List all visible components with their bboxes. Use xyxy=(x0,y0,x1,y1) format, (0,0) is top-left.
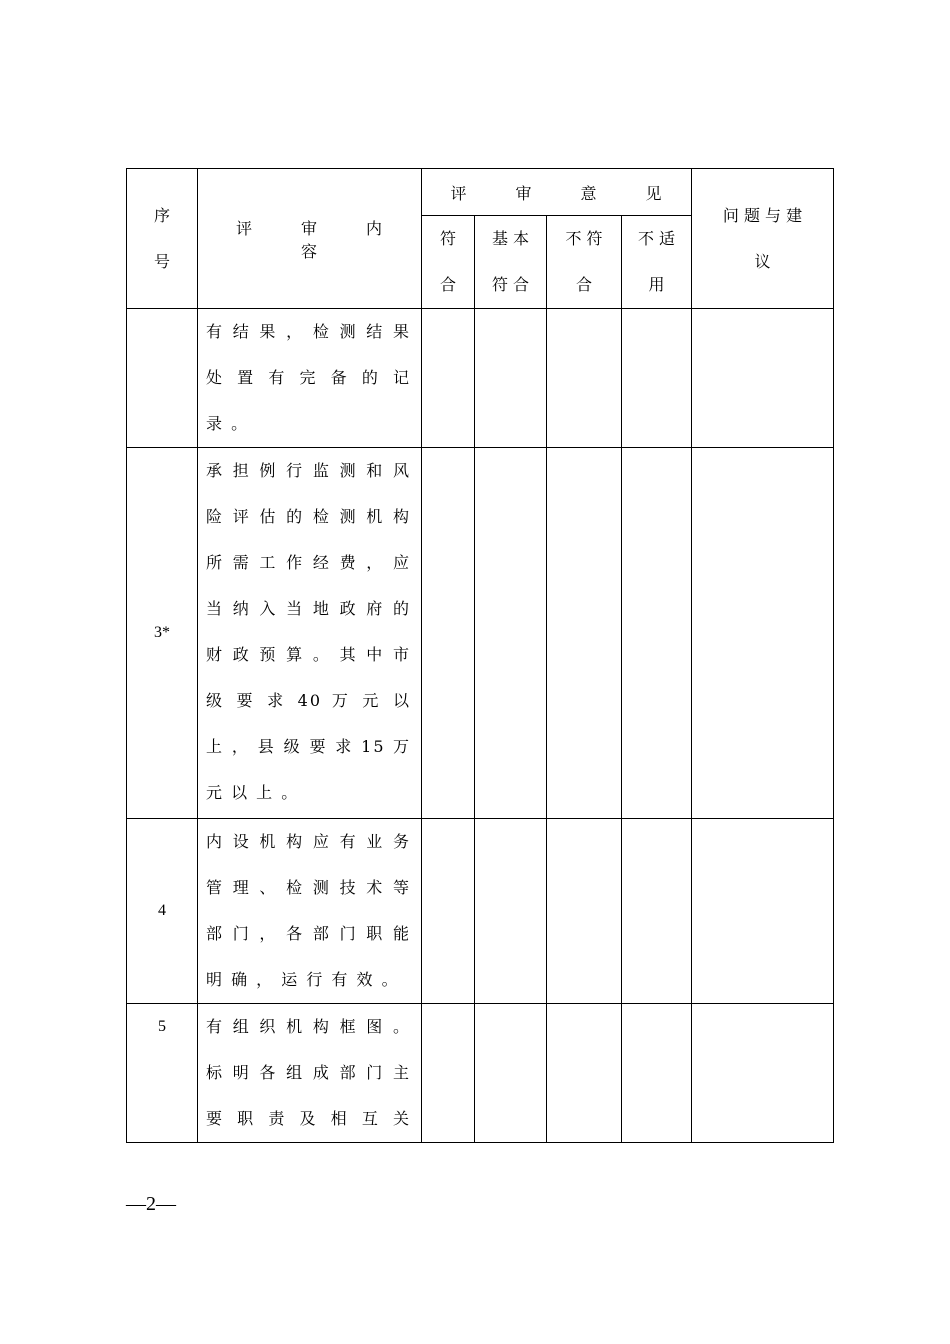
header-col-line: 合 xyxy=(575,275,592,294)
content-line: 有 组 织 机 构 框 图 。 xyxy=(206,1017,411,1036)
cell-basic-conform[interactable] xyxy=(475,819,547,1004)
header-opinion-nonconform xyxy=(547,216,622,309)
content-line: 部 门 ， 各 部 门 职 能 xyxy=(206,924,411,943)
header-issues-line1: 问 题 与 建 xyxy=(722,205,803,225)
cell-basic-conform[interactable] xyxy=(475,448,547,819)
content-line: 录 。 xyxy=(206,414,250,433)
content-line: 元 以 上 。 xyxy=(206,783,300,802)
header-col-line: 符 xyxy=(439,229,456,248)
header-seq-line2: 号 xyxy=(153,251,170,271)
row-seq: 3* xyxy=(127,448,198,819)
row-content xyxy=(198,819,422,1004)
cell-nonconform[interactable] xyxy=(547,309,622,448)
row-content xyxy=(198,309,422,448)
header-opinion-char: 审 xyxy=(515,183,533,203)
header-opinion xyxy=(422,169,692,216)
header-opinion-not-applicable xyxy=(622,216,692,309)
header-opinion-basic-conform xyxy=(475,216,547,309)
cell-conform[interactable] xyxy=(422,448,475,819)
row-seq: 5 xyxy=(127,1004,198,1143)
header-opinion-conform xyxy=(422,216,475,309)
header-content-char: 容 xyxy=(300,241,318,261)
content-line: 级 要 求 40 万 元 以 xyxy=(206,691,411,710)
header-col-line: 不 符 xyxy=(565,229,603,248)
cell-not-applicable[interactable] xyxy=(622,819,692,1004)
content-line: 承 担 例 行 监 测 和 风 xyxy=(206,461,411,480)
content-line: 内 设 机 构 应 有 业 务 xyxy=(206,832,411,851)
cell-conform[interactable] xyxy=(422,819,475,1004)
row-seq: 4 xyxy=(127,819,198,1004)
content-line: 险 评 估 的 检 测 机 构 xyxy=(206,507,411,526)
header-col-line: 基 本 xyxy=(491,229,530,248)
header-col-line: 用 xyxy=(648,275,665,294)
cell-not-applicable[interactable] xyxy=(622,1004,692,1143)
header-col-line: 不 适 xyxy=(637,229,676,248)
cell-nonconform[interactable] xyxy=(547,1004,622,1143)
table-row xyxy=(127,1004,834,1143)
content-line: 上 ， 县 级 要 求 15 万 xyxy=(206,737,411,756)
header-seq-line1: 序 xyxy=(153,205,170,225)
content-line: 管 理 、 检 测 技 术 等 xyxy=(206,878,411,897)
header-content-char: 评 xyxy=(235,218,253,238)
cell-issues[interactable] xyxy=(692,309,834,448)
cell-issues[interactable] xyxy=(692,1004,834,1143)
row-content xyxy=(198,1004,422,1143)
cell-basic-conform[interactable] xyxy=(475,1004,547,1143)
content-line: 所 需 工 作 经 费 ， 应 xyxy=(206,553,411,572)
page-number: —2— xyxy=(126,1193,176,1215)
row-seq xyxy=(127,309,198,448)
table-row xyxy=(127,819,834,1004)
header-content-char: 内 xyxy=(366,218,384,238)
content-line: 有 结 果 ， 检 测 结 果 xyxy=(206,322,411,341)
cell-nonconform[interactable] xyxy=(547,819,622,1004)
header-issues xyxy=(692,169,834,309)
cell-issues[interactable] xyxy=(692,448,834,819)
content-line: 当 纳 入 当 地 政 府 的 xyxy=(206,599,411,618)
cell-conform[interactable] xyxy=(422,309,475,448)
cell-conform[interactable] xyxy=(422,1004,475,1143)
header-col-line: 合 xyxy=(439,275,456,294)
header-opinion-char: 意 xyxy=(580,183,598,203)
cell-nonconform[interactable] xyxy=(547,448,622,819)
cell-basic-conform[interactable] xyxy=(475,309,547,448)
content-line: 要 职 责 及 相 互 关 xyxy=(206,1109,411,1128)
table-row xyxy=(127,309,834,448)
header-content-char: 审 xyxy=(300,218,318,238)
cell-not-applicable[interactable] xyxy=(622,309,692,448)
header-col-line: 符 合 xyxy=(491,275,530,294)
cell-issues[interactable] xyxy=(692,819,834,1004)
row-content xyxy=(198,448,422,819)
header-opinion-char: 见 xyxy=(645,183,663,203)
content-line: 明 确 ， 运 行 有 效 。 xyxy=(206,970,400,989)
review-table xyxy=(126,168,834,1143)
cell-not-applicable[interactable] xyxy=(622,448,692,819)
content-line: 处 置 有 完 备 的 记 xyxy=(206,368,411,387)
table-row xyxy=(127,448,834,819)
content-line: 财 政 预 算 。 其 中 市 xyxy=(206,645,411,664)
header-issues-line2: 议 xyxy=(754,251,771,271)
header-content xyxy=(198,169,422,309)
header-seq xyxy=(127,169,198,309)
content-line: 标 明 各 组 成 部 门 主 xyxy=(206,1063,411,1082)
header-opinion-char: 评 xyxy=(450,183,468,203)
